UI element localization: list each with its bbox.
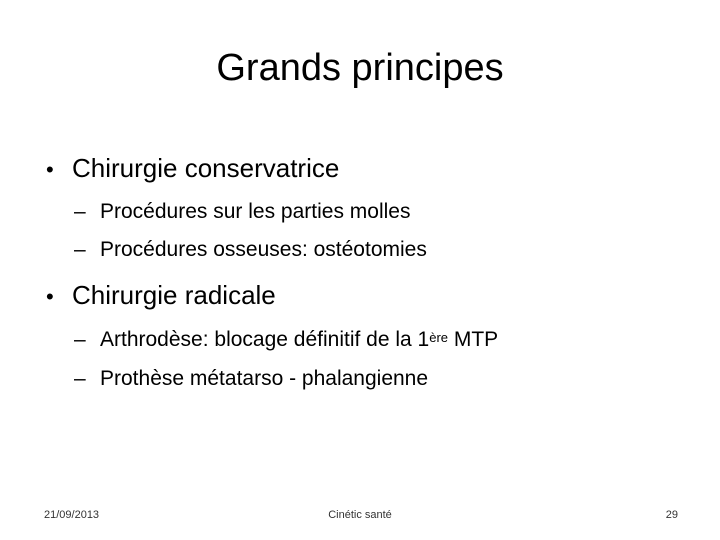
sub-bullet-soft-tissue bbox=[74, 198, 410, 226]
sub-bullet-text: Procédures sur les parties molles bbox=[100, 200, 411, 223]
footer-date: 21/09/2013 bbox=[44, 509, 100, 521]
bullet-heading: Chirurgie conservatrice bbox=[72, 153, 340, 183]
bullet-radical-surgery bbox=[46, 279, 276, 313]
slide-title: Grands principes bbox=[216, 47, 504, 89]
sub-bullet-text: Prothèse métatarso - phalangienne bbox=[100, 367, 429, 390]
sub-bullet-osteotomies bbox=[74, 236, 427, 264]
sub-bullet-prosthesis bbox=[74, 365, 428, 393]
dash-icon: – bbox=[74, 367, 86, 390]
bullet-heading: Chirurgie radicale bbox=[72, 280, 276, 310]
sub-bullet-arthrodesis bbox=[74, 326, 498, 354]
bullet-conservative-surgery bbox=[46, 152, 339, 186]
dash-icon: – bbox=[74, 328, 86, 351]
sub-bullet-text: Procédures osseuses: ostéotomies bbox=[100, 238, 427, 261]
bullet-icon: • bbox=[46, 284, 54, 309]
bullet-icon: • bbox=[46, 157, 54, 182]
footer-page-number: 29 bbox=[665, 509, 678, 521]
dash-icon: – bbox=[74, 238, 86, 261]
dash-icon: – bbox=[74, 200, 86, 223]
ordinal-superscript: ère bbox=[429, 330, 449, 345]
sub-bullet-text-suffix: MTP bbox=[448, 328, 499, 351]
footer-organization: Cinétic santé bbox=[328, 509, 392, 521]
sub-bullet-text: Arthrodèse: blocage définitif de la 1 bbox=[100, 328, 430, 351]
